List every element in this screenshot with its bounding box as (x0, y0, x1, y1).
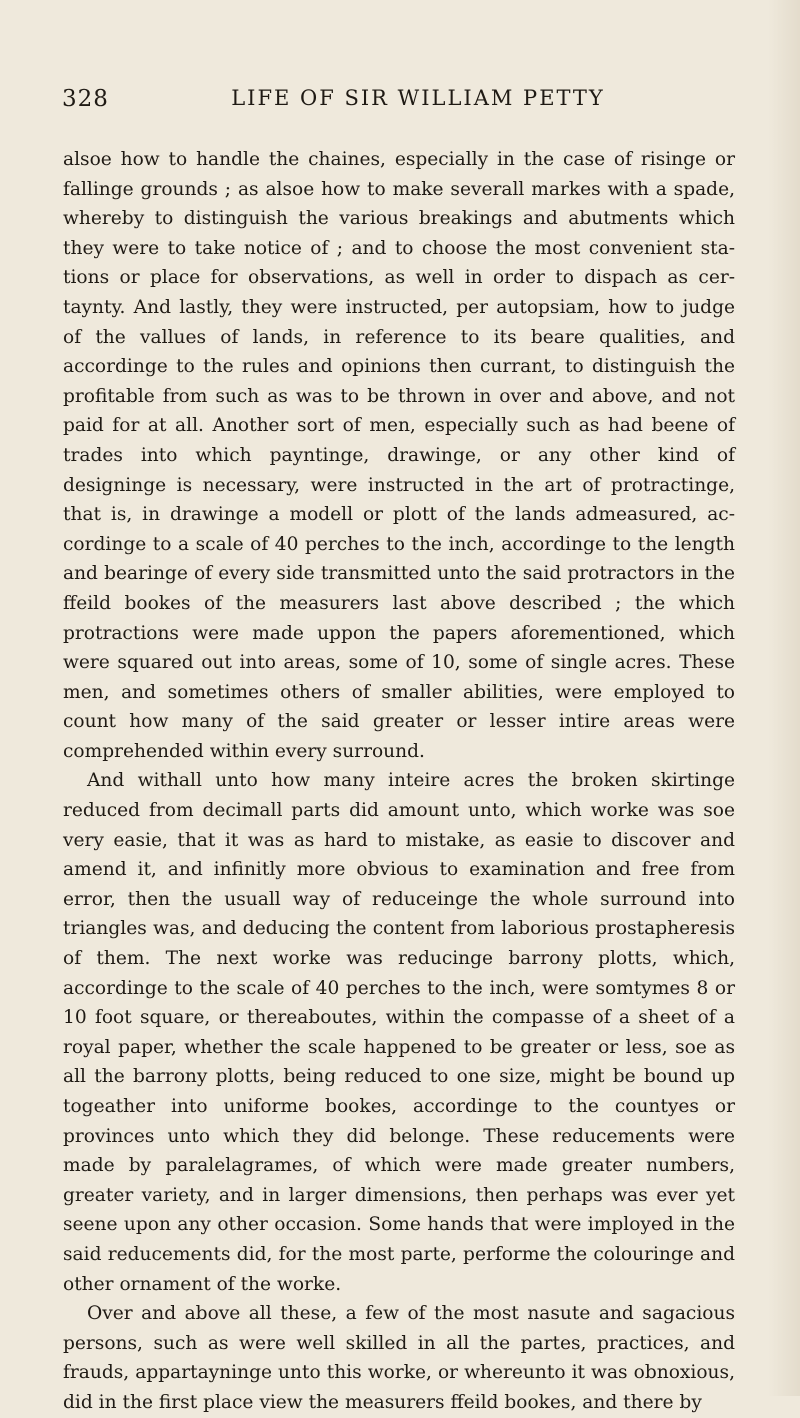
page-number: 328 (62, 86, 109, 112)
paragraph: Over and above all these, a few of the most nasute and sagacious persons, such as were well skilled in all the partes, practices, and frauds, appartayninge unto this worke, or whereunto it was obnoxious, did in the first place view the measurers ffeild bookes, and there by (63, 1303, 735, 1413)
paragraph: And withall unto how many inteire acres the broken skirtinge reduced from decimall parts did amount unto, which worke was soe very easie, that it was as hard to mistake, as easie to discover and amend it, and infinitly more obvious to examination and free from error, then the usuall way of reduceinge the whole surround into triangles was, and deducing the content from laborious prostapheresis of them. The next worke was reducinge barrony plotts, which, accordinge to the scale of 40 perches to the inch, were somtymes 8 or 10 foot square, or thereaboutes, within the compasse of a sheet of a royal paper, whether the scale happened to be greater or less, soe as all the barrony plotts, being reduced to one size, might be bound up togeather into uniforme bookes, accordinge to the countyes or provinces unto which they did belonge. These reducements were made by paralelagrames, of which were made greater numbers, greater variety, and in larger dimensions, then perhaps was ever yet seene upon any other occasion. Some hands that were imployed in the said reducements did, for the most parte, performe the colouringe and other ornament of the worke. (63, 770, 735, 1295)
running-head: LIFE OF SIR WILLIAM PETTY (231, 86, 605, 110)
page-header (62, 86, 734, 120)
body-text (63, 145, 735, 1418)
paragraph: alsoe how to handle the chaines, especially in the case of risinge or fallinge grounds ; as alsoe how to make severall markes with a spade, whereby to distinguish the various breakings and abutments which they were to take notice of ; and to choose the most convenient sta- tions or place for observations, as well in order to dispach as cer- taynty. And lastly, they were instructed, per autopsiam, how to judge of the vallues of lands, in reference to its beare qualities, and accordinge to the rules and opinions then currant, to distinguish the profitable from such as was to be thrown in over and above, and not paid for at all. Another sort of men, especially such as had beene of trades into which payntinge, drawinge, or any other kind of designinge is necessary, were instructed in the art of protractinge, that is, in drawinge a modell or plott of the lands admeasured, ac- cordinge to a scale of 40 perches to the inch, accordinge to the length and bearinge of every side transmitted unto the said protractors in the ffeild bookes of the measurers last above described ; the which protractions were made uppon the papers aforementioned, which were squared out into areas, some of 10, some of single acres. These men, and sometimes others of smaller abilities, were employed to count how many of the said greater or lesser intire areas were comprehended within every surround. (63, 149, 735, 762)
